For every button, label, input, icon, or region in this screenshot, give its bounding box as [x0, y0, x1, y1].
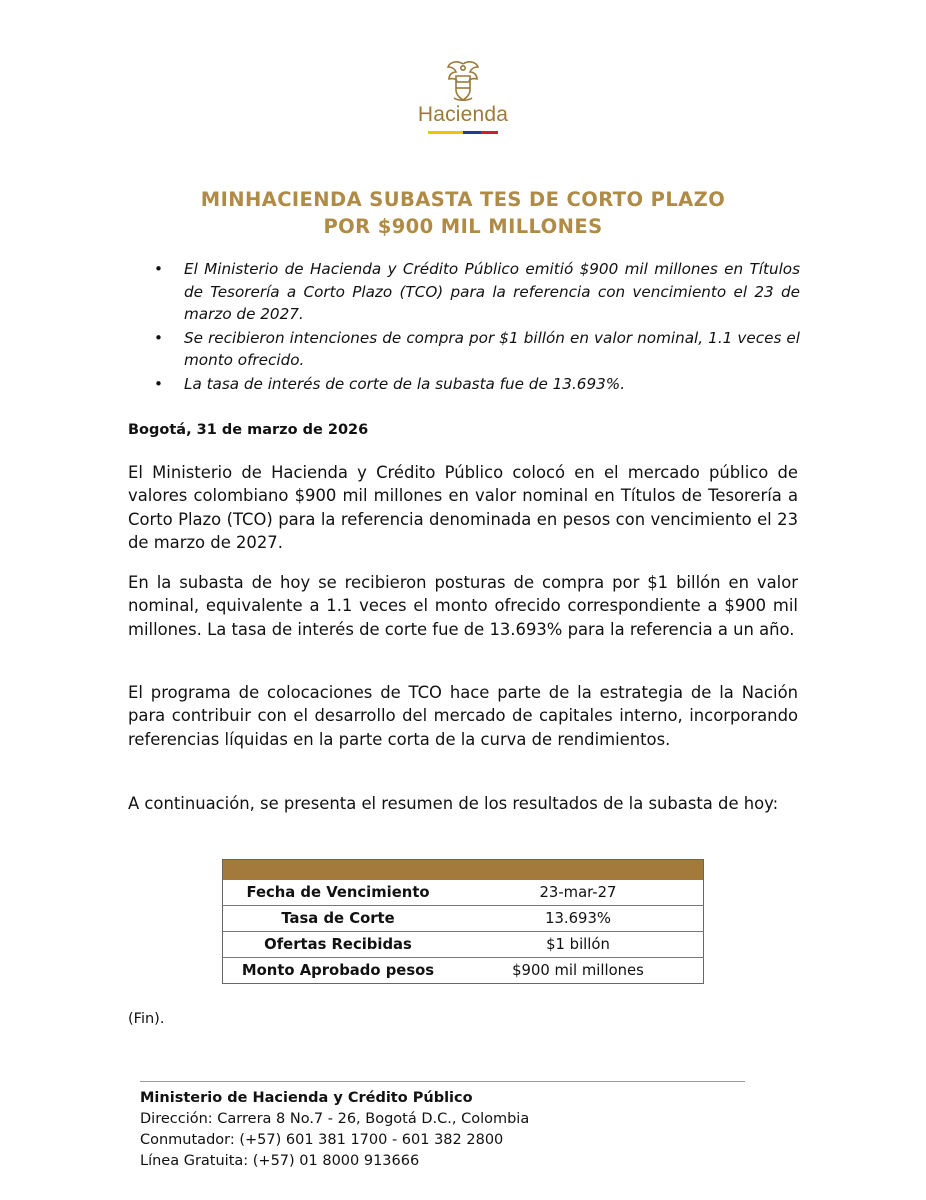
table-row: [223, 880, 704, 906]
press-release-title: [0, 186, 926, 240]
footer: [140, 1088, 529, 1172]
footer-divider: [140, 1081, 745, 1082]
hacienda-logo: [0, 58, 926, 134]
row-value: $900 mil millones: [453, 958, 704, 984]
highlight-item: • El Ministerio de Hacienda y Crédito Público emitió $900 mil millones en Títulos de Tesorería a Corto Plazo (TCO) para la referencia con vencimiento el 23 de marzo de 2027.: [150, 258, 800, 326]
title-line-1: MINHACIENDA SUBASTA TES DE CORTO PLAZO: [200, 188, 726, 211]
footer-org: Ministerio de Hacienda y Crédito Público: [140, 1090, 473, 1106]
body-paragraph: El programa de colocaciones de TCO hace parte de la estrategia de la Nación para contribuir con el desarrollo del mercado de capitales interno, incorporando referencias líquidas en la parte corta de la curva de rendimientos.: [128, 683, 798, 749]
row-label: Monto Aprobado pesos: [223, 958, 454, 984]
row-value: $1 billón: [453, 932, 704, 958]
row-value: 13.693%: [453, 906, 704, 932]
footer-toll-free: Línea Gratuita: (+57) 01 8000 913666: [140, 1153, 420, 1169]
table-header-band: [223, 860, 704, 881]
row-value: 23-mar-27: [453, 880, 704, 906]
highlight-item: • Se recibieron intenciones de compra por $1 billón en valor nominal, 1.1 veces el monto ofrecido.: [150, 327, 800, 372]
body-paragraph: El Ministerio de Hacienda y Crédito Público colocó en el mercado público de valores colombiano $900 mil millones en valor nominal en Títulos de Tesorería a Corto Plazo (TCO) para la referencia denominada en pesos con vencimiento el 23 de marzo de 2027.: [128, 463, 798, 552]
row-label: Tasa de Corte: [223, 906, 454, 932]
coat-of-arms-icon: [442, 58, 484, 104]
footer-address: Dirección: Carrera 8 No.7 - 26, Bogotá D.C., Colombia: [140, 1111, 530, 1127]
body-paragraph: En la subasta de hoy se recibieron posturas de compra por $1 billón en valor nominal, equivalente a 1.1 veces el monto ofrecido correspondiente a $900 mil millones. La tasa de interés de corte fue de 13.693% para la referencia a un año.: [128, 573, 798, 639]
row-label: Fecha de Vencimiento: [223, 880, 454, 906]
highlight-item: • La tasa de interés de corte de la subasta fue de 13.693%.: [150, 373, 800, 396]
table-row: [223, 958, 704, 984]
table-row: [223, 932, 704, 958]
brand-name: Hacienda: [417, 103, 509, 126]
colombia-flag-stripe: [428, 131, 498, 134]
body-paragraph: A continuación, se presenta el resumen de los resultados de la subasta de hoy:: [128, 794, 779, 813]
title-line-2: POR $900 MIL MILLONES: [323, 215, 603, 238]
row-label: Ofertas Recibidas: [223, 932, 454, 958]
highlights-list: [150, 258, 800, 396]
results-table: [222, 859, 704, 984]
end-note: (Fin).: [128, 1011, 165, 1027]
table-row: [223, 906, 704, 932]
footer-switchboard: Conmutador: (+57) 601 381 1700 - 601 382 2800: [140, 1132, 504, 1148]
dateline: Bogotá, 31 de marzo de 2026: [128, 422, 369, 438]
